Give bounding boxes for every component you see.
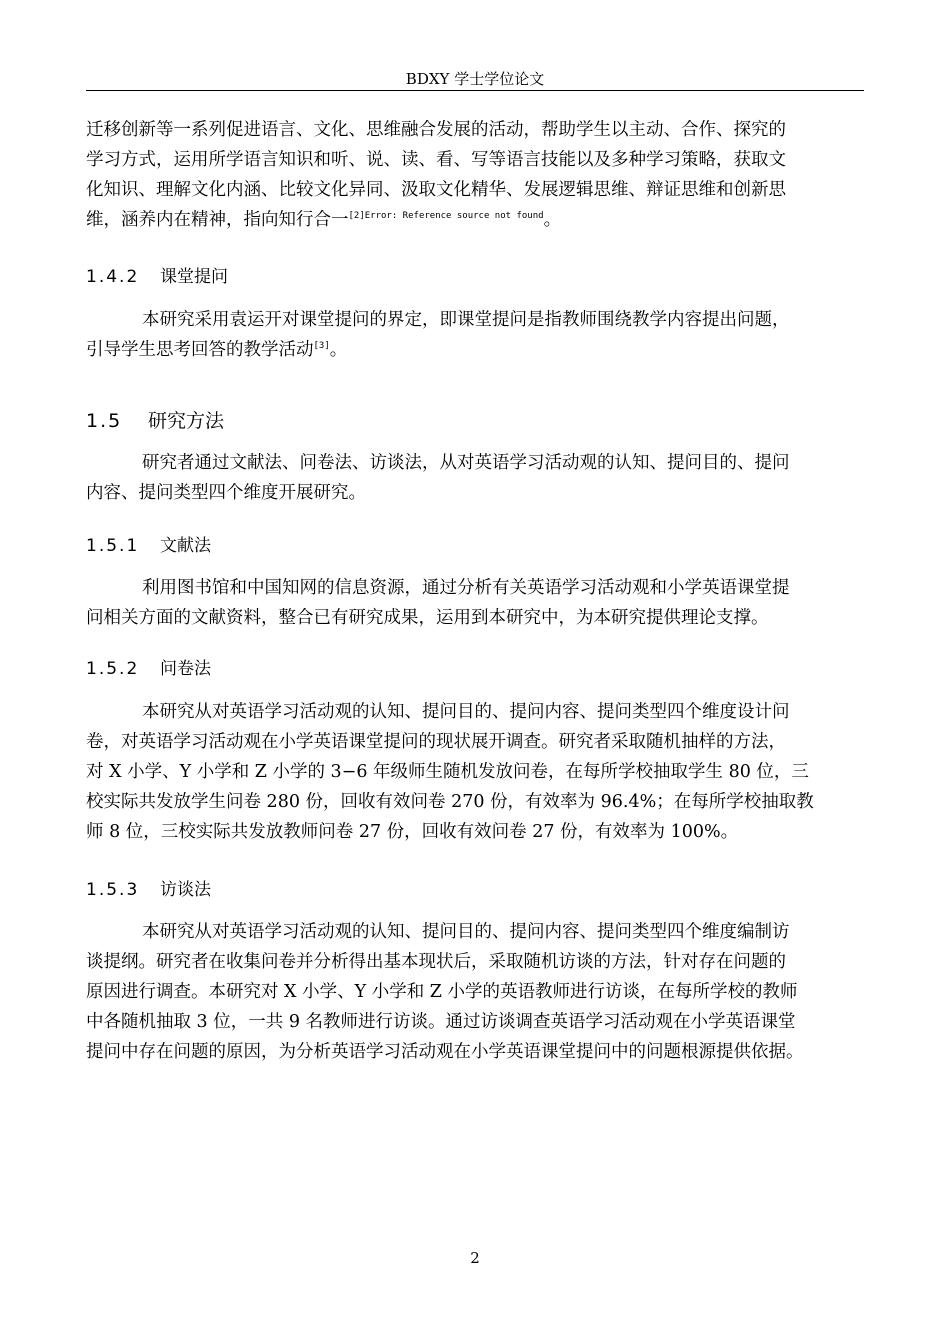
text-line: 卷，对英语学习活动观在小学英语课堂提问的现状展开调查。研究者采取随机抽样的方法， — [86, 732, 786, 752]
text-line: 学习方式，运用所学语言知识和听、说、读、看、写等语言技能以及多种学习策略，获取文 — [86, 150, 786, 170]
text-line: 谈提纲。研究者在收集问卷并分析得出基本现状后，采取随机访谈的方法，针对存在问题的 — [86, 952, 786, 972]
section-number: 1.5.2 — [86, 659, 140, 679]
text-segment: 。 — [543, 210, 562, 230]
text-line: 师 8 位，三校实际共发放教师问卷 27 份，回收有效问卷 27 份，有效率为 100%。 — [86, 822, 739, 842]
paragraph-literature-method — [86, 573, 866, 633]
text-line: 中各随机抽取 3 位，一共 9 名教师进行访谈。通过访谈调查英语学习活动观在小学英语课堂 — [86, 1012, 796, 1032]
section-title: 文献法 — [160, 536, 211, 556]
text-line: 利用图书馆和中国知网的信息资源，通过分析有关英语学习活动观和小学英语课堂提 — [142, 578, 790, 598]
citation-reference: [2]Error: Reference source not found — [348, 211, 544, 221]
text-line: 本研究采用袁运开对课堂提问的界定，即课堂提问是指教师围绕教学内容提出问题， — [142, 310, 790, 330]
section-title: 研究方法 — [148, 410, 225, 432]
section-heading-1-5 — [86, 408, 224, 434]
text-line: 化知识、理解文化内涵、比较文化异同、汲取文化精华、发展逻辑思维、辩证思维和创新思 — [86, 180, 786, 200]
section-number: 1.5.3 — [86, 880, 140, 900]
text-line: 问相关方面的文献资料，整合已有研究成果，运用到本研究中，为本研究提供理论支撑。 — [86, 608, 769, 628]
paragraph-interview-method — [86, 917, 866, 1067]
paragraph-research-methods — [86, 448, 866, 508]
citation-reference: [3] — [313, 341, 330, 351]
section-heading-1-5-1 — [86, 534, 211, 558]
section-title: 问卷法 — [160, 659, 211, 679]
page-number: 2 — [470, 1249, 480, 1267]
text-line: 迁移创新等一系列促进语言、文化、思维融合发展的活动，帮助学生以主动、合作、探究的 — [86, 120, 786, 140]
section-title: 课堂提问 — [160, 267, 228, 287]
section-number: 1.5 — [86, 410, 123, 432]
text-segment: 。 — [329, 340, 348, 360]
text-line: 对 X 小学、Y 小学和 Z 小学的 3−6 年级师生随机发放问卷，在每所学校抽取学生 80 位，三 — [86, 762, 809, 782]
text-line: 校实际共发放学生问卷 280 份，回收有效问卷 270 份，有效率为 96.4%；在每所学校抽取教 — [86, 792, 814, 812]
text-line: 本研究从对英语学习活动观的认知、提问目的、提问内容、提问类型四个维度设计问 — [142, 702, 790, 722]
paragraph-classroom-questioning — [86, 305, 866, 365]
text-line: 研究者通过文献法、问卷法、访谈法，从对英语学习活动观的认知、提问目的、提问 — [142, 453, 790, 473]
section-title: 访谈法 — [160, 880, 211, 900]
paragraph-continuation — [86, 115, 866, 235]
section-heading-1-4-2 — [86, 265, 228, 289]
text-segment: 维，涵养内在精神，指向知行合一 — [86, 210, 349, 230]
text-line: 本研究从对英语学习活动观的认知、提问目的、提问内容、提问类型四个维度编制访 — [142, 922, 790, 942]
text-line: 原因进行调查。本研究对 X 小学、Y 小学和 Z 小学的英语教师进行访谈，在每所学校的教师 — [86, 982, 798, 1002]
text-line: 提问中存在问题的原因，为分析英语学习活动观在小学英语课堂提问中的问题根源提供依据。 — [86, 1042, 804, 1062]
section-number: 1.5.1 — [86, 536, 140, 556]
section-heading-1-5-3 — [86, 878, 211, 902]
header-rule — [86, 90, 864, 91]
running-header: BDXY 学士学位论文 — [405, 70, 545, 88]
section-number: 1.4.2 — [86, 267, 140, 287]
paragraph-questionnaire-method — [86, 697, 866, 847]
text-segment: 引导学生思考回答的教学活动 — [86, 340, 314, 360]
text-line — [86, 335, 866, 365]
text-line — [86, 205, 866, 235]
section-heading-1-5-2 — [86, 657, 211, 681]
text-line: 内容、提问类型四个维度开展研究。 — [86, 483, 366, 503]
